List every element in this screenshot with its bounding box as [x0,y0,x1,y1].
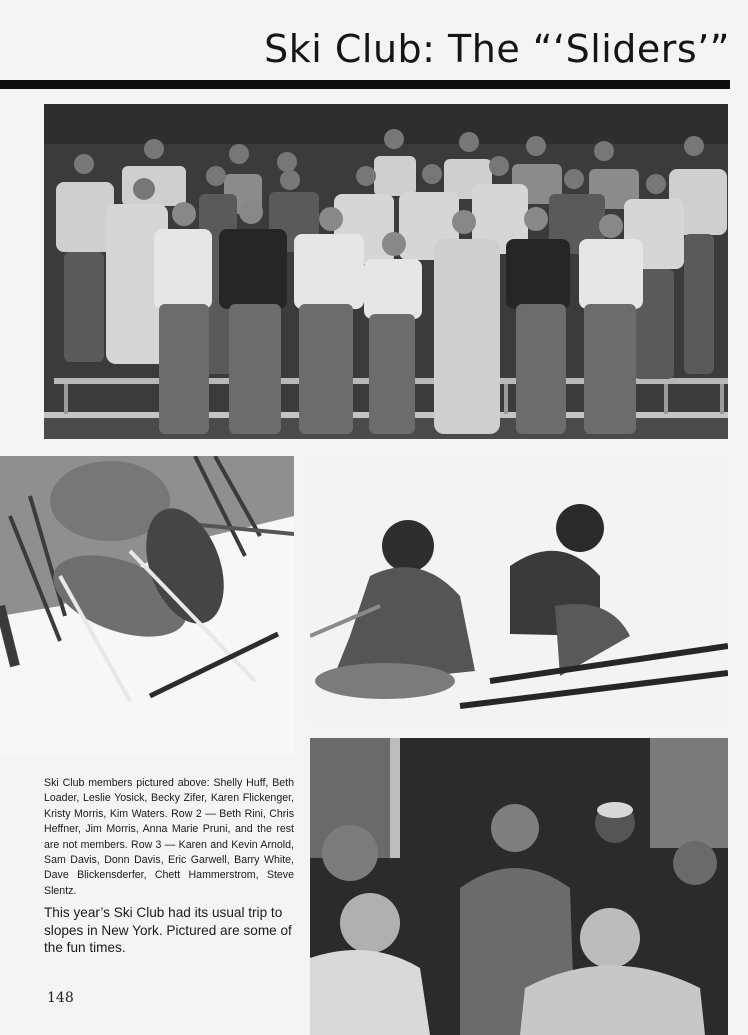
fallen-skiers-photo-art [310,456,728,722]
skier-photo [0,456,294,755]
page-title: Ski Club: The “‘Sliders’” [264,27,730,71]
bus-photo [310,738,728,1035]
fallen-skiers-photo [310,456,728,722]
group-photo-art [44,104,728,439]
title-rule [0,80,730,89]
page-number: 148 [47,990,74,1006]
skier-photo-art [0,456,294,755]
bus-photo-art [310,738,728,1035]
members-caption: Ski Club members pictured above: Shelly Huff, Beth Loader, Leslie Yosick, Becky Zifer, Karen Flickenger, Kristy Morris, Kim Waters. Row 2 — Beth Rini, Chris Heffner, Jim Morris, Anna Marie Pruni, and the rest are not members. Row 3 — Karen and Kevin Arnold, Sam Davis, Donn Davis, Eric Garwell, Barry White, Dave Blickensderfer, Chett Hammerstrom, Steve Slentz. [44,777,294,897]
group-photo [44,104,728,439]
intro-text: This year’s Ski Club had its usual trip to slopes in New York. Pictured are some of the fun times. [44,905,292,955]
